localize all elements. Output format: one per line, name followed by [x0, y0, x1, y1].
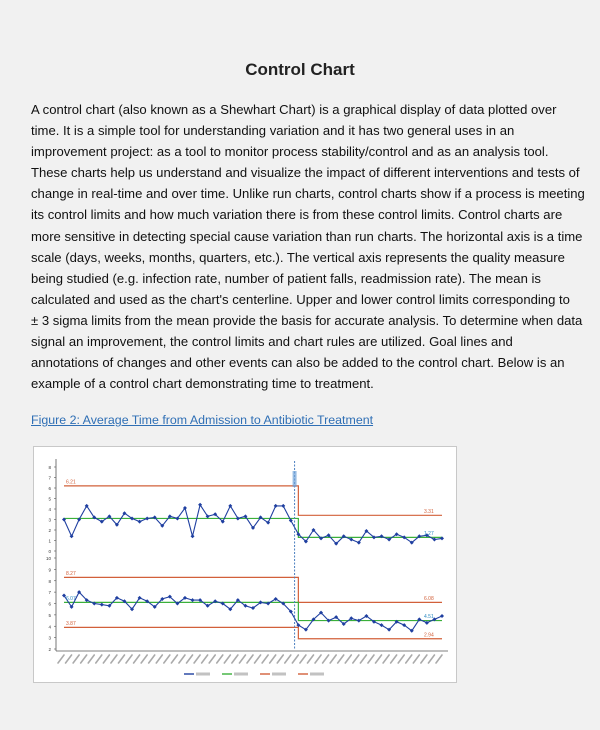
data-point-marker	[432, 537, 436, 541]
control-limit-label: 1.27	[424, 530, 434, 537]
data-series-line	[64, 505, 442, 544]
body-paragraph	[31, 99, 585, 394]
body-line: being studied (e.g. infection rate, number of patient falls, readmission rate). The mean is	[31, 270, 541, 286]
y-tick-label: 8	[48, 578, 51, 584]
x-tick-label-mark	[126, 655, 132, 663]
x-tick-label-mark	[58, 655, 64, 663]
x-tick-label-mark	[88, 655, 94, 663]
x-tick-label-mark	[103, 655, 109, 663]
x-tick-label-mark	[149, 655, 155, 663]
data-point-marker	[191, 598, 195, 602]
x-tick-label-mark	[398, 655, 404, 663]
data-point-marker	[70, 534, 74, 538]
y-tick-label: 7	[48, 590, 51, 596]
control-chart-figure	[33, 446, 457, 683]
ucl-series-line	[64, 577, 442, 602]
body-line: annotations of changes and other events can also be added to the control chart. Below is an	[31, 355, 565, 371]
x-tick-label-mark	[270, 655, 276, 663]
control-limit-label: 6.08	[424, 595, 434, 602]
x-tick-label-mark	[66, 655, 72, 663]
x-tick-label-mark	[73, 655, 79, 663]
x-tick-label-mark	[134, 655, 140, 663]
x-tick-label-mark	[436, 655, 442, 663]
x-tick-label-mark	[307, 655, 313, 663]
lcl-series-line	[64, 627, 442, 638]
y-tick-label: 5	[48, 612, 51, 618]
x-tick-label-mark	[413, 655, 419, 663]
data-point-marker	[145, 516, 149, 520]
x-tick-label-mark	[285, 655, 291, 663]
x-tick-label-mark	[338, 655, 344, 663]
y-tick-label: 9	[48, 567, 51, 573]
ucl-series-line	[64, 486, 442, 515]
x-tick-label-mark	[383, 655, 389, 663]
y-tick-label: 2	[48, 647, 51, 652]
body-line: improvement project: as a tool to monitor process stability/control and as an analysis tool.	[31, 144, 549, 160]
y-tick-label: 7	[48, 475, 51, 481]
body-line: signal an improvement, the control limits and chart rules are utilized. Goal lines and	[31, 334, 513, 350]
x-tick-label-mark	[81, 655, 87, 663]
body-line: time. It is a simple tool for understanding variation and it has two general uses in an	[31, 123, 515, 139]
x-tick-label-mark	[187, 655, 193, 663]
data-series-line	[64, 592, 442, 631]
body-line: example of a control chart demonstrating time to treatment.	[31, 376, 374, 392]
x-tick-label-mark	[111, 655, 117, 663]
data-point-marker	[425, 621, 429, 625]
x-tick-label-mark	[391, 655, 397, 663]
x-tick-label-mark	[428, 655, 434, 663]
x-tick-label-mark	[323, 655, 329, 663]
control-limit-label: 8.27	[66, 570, 76, 577]
body-line: ± 3 sigma limits from the mean provide the basis for accurate analysis. To determine when data	[31, 312, 583, 328]
x-tick-label-mark	[345, 655, 351, 663]
x-tick-label-mark	[224, 655, 230, 663]
x-tick-label-mark	[141, 655, 147, 663]
figure-caption-link[interactable]: Figure 2: Average Time from Admission to Antibiotic Treatment	[31, 413, 374, 427]
x-tick-label-mark	[262, 655, 268, 663]
control-limit-label: 3.31	[424, 508, 434, 515]
legend-label-mark	[234, 673, 248, 676]
control-limit-label: 6.07	[66, 595, 76, 602]
y-tick-label: 6	[48, 486, 51, 491]
legend-label-mark	[196, 673, 210, 676]
body-line: calculated and used as the chart's centerline. Upper and lower control limits corresponding to	[31, 291, 570, 307]
x-tick-label-mark	[368, 655, 374, 663]
legend-label-mark	[310, 673, 324, 676]
data-point-marker	[440, 614, 444, 618]
control-chart-svg	[34, 447, 456, 682]
x-tick-label-mark	[376, 655, 382, 663]
x-tick-label-mark	[202, 655, 208, 663]
data-point-marker	[349, 537, 353, 541]
x-tick-label-mark	[239, 655, 245, 663]
y-tick-label: 2	[48, 528, 51, 533]
y-tick-label: 3	[48, 635, 51, 641]
x-tick-label-mark	[360, 655, 366, 663]
x-tick-label-mark	[353, 655, 359, 663]
x-tick-label-mark	[118, 655, 124, 663]
x-tick-label-mark	[164, 655, 170, 663]
body-line: A control chart (also known as a Shewhart Chart) is a graphical display of data plotted over	[31, 102, 557, 117]
annotation-marker	[293, 471, 297, 487]
x-tick-label-mark	[255, 655, 261, 663]
x-tick-label-mark	[209, 655, 215, 663]
x-tick-label-mark	[194, 655, 200, 663]
body-line: These charts help us understand and visualize the impact of different interventions and tests of	[31, 165, 580, 181]
x-tick-label-mark	[232, 655, 238, 663]
body-line: its control limits and how much variation there is from these control limits. Control charts are	[31, 207, 563, 223]
x-tick-label-mark	[330, 655, 336, 663]
control-limit-label: 4.51	[424, 614, 434, 621]
data-point-marker	[138, 520, 142, 524]
y-tick-label: 0	[48, 549, 51, 554]
page-title: Control Chart	[245, 60, 355, 79]
x-tick-label-mark	[156, 655, 162, 663]
y-tick-label: 8	[48, 465, 51, 470]
control-limit-label: 3.87	[66, 620, 76, 627]
mean-series-line	[64, 602, 442, 620]
y-tick-label: 6	[48, 601, 51, 607]
x-tick-label-mark	[315, 655, 321, 663]
y-tick-label: 4	[48, 624, 51, 630]
x-tick-label-mark	[277, 655, 283, 663]
y-tick-label: 4	[48, 507, 51, 512]
x-tick-label-mark	[421, 655, 427, 663]
x-tick-label-mark	[406, 655, 412, 663]
x-tick-label-mark	[247, 655, 253, 663]
x-tick-label-mark	[300, 655, 306, 663]
x-tick-label-mark	[171, 655, 177, 663]
data-point-marker	[191, 534, 195, 538]
body-line: change in real-time and over time. Unlike run charts, control charts show if a process is meeting	[31, 186, 585, 202]
x-tick-label-mark	[292, 655, 298, 663]
x-tick-label-mark	[179, 655, 185, 663]
x-tick-label-mark	[217, 655, 223, 663]
data-point-marker	[274, 504, 278, 508]
body-line: scale (days, weeks, months, quarters, etc.). The vertical axis represents the quality measure	[31, 249, 565, 265]
legend-label-mark	[272, 673, 286, 676]
control-limit-label: 2.94	[424, 632, 434, 639]
y-tick-label: 1	[48, 538, 51, 544]
y-tick-label: 10	[45, 556, 51, 561]
control-limit-label: 6.21	[66, 479, 76, 486]
y-tick-label: 5	[48, 496, 51, 502]
data-point-marker	[281, 504, 285, 508]
y-tick-label: 3	[48, 517, 51, 523]
data-point-marker	[100, 603, 104, 607]
x-tick-label-mark	[96, 655, 102, 663]
body-line: more sensitive in detecting special cause variation than run charts. The horizontal axis is a time	[31, 228, 583, 244]
